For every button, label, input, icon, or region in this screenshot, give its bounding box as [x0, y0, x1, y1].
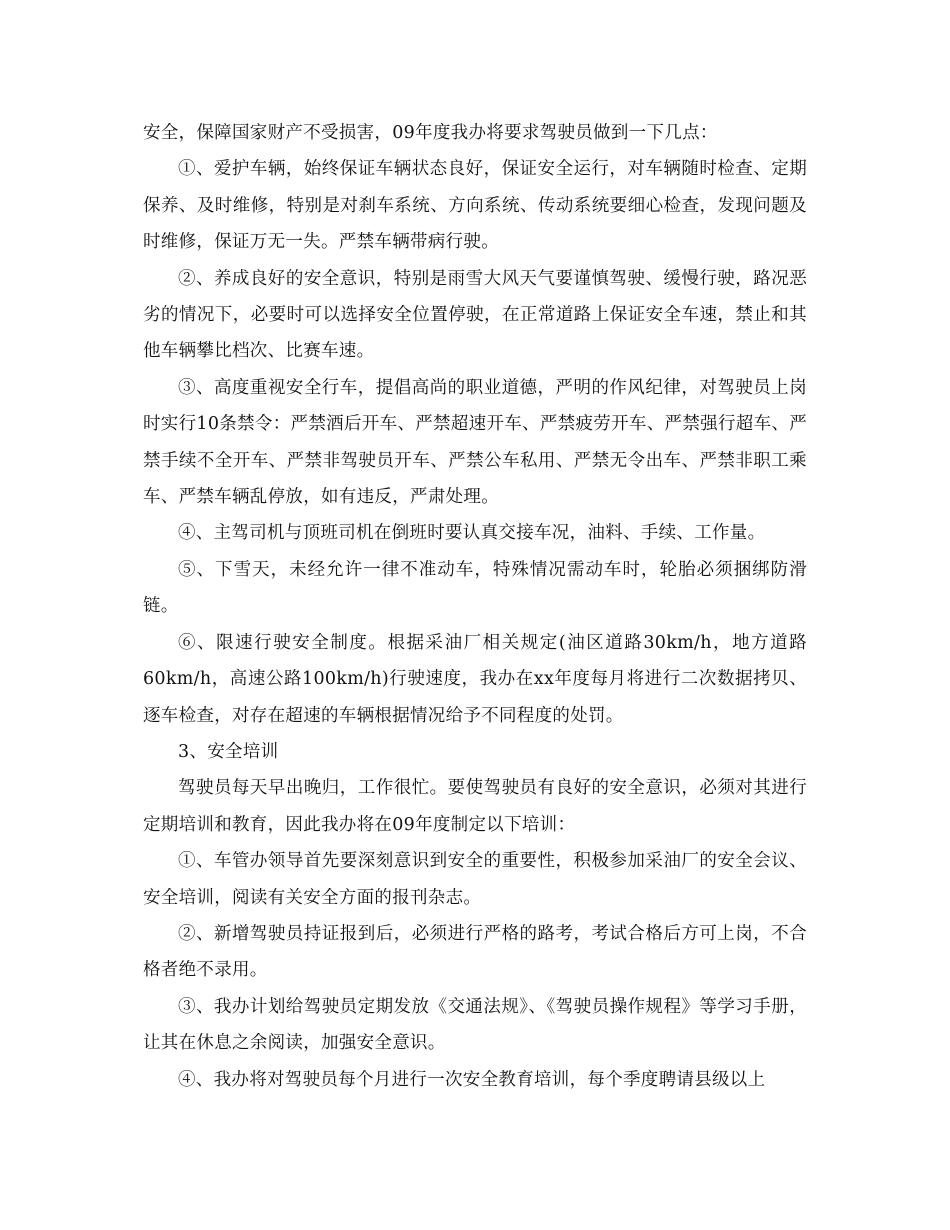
document-body [143, 115, 807, 1098]
paragraph: ②、养成良好的安全意识，特别是雨雪大风天气要谨慎驾驶、缓慢行驶，路况恶劣的情况下，必要时可以选择安全位置停驶，在正常道路上保证安全车速，禁止和其他车辆攀比档次、比赛车速。 [143, 268, 807, 362]
paragraph: ③、高度重视安全行车，提倡高尚的职业道德，严明的作风纪律，对驾驶员上岗时实行10条禁令：严禁酒后开车、严禁超速开车、严禁疲劳开车、严禁强行超车、严禁手续不全开车、严禁非驾驶员开车、严禁公车私用、严禁无令出车、严禁非职工乘车、严禁车辆乱停放，如有违反，严肃处理。 [143, 377, 807, 508]
paragraph: ①、车管办领导首先要深刻意识到安全的重要性，积极参加采油厂的安全会议、安全培训，阅读有关安全方面的报刊杂志。 [143, 851, 807, 908]
paragraph: ④、我办将对驾驶员每个月进行一次安全教育培训，每个季度聘请县级以上 [178, 1069, 766, 1090]
paragraph: ⑤、下雪天，未经允许一律不准动车，特殊情况需动车时，轮胎必须捆绑防滑链。 [143, 559, 807, 617]
paragraph: ③、我办计划给驾驶员定期发放《交通法规》、《驾驶员操作规程》等学习手册，让其在休息之余阅读，加强安全意识。 [143, 996, 807, 1054]
paragraph: ②、新增驾驶员持证报到后，必须进行严格的路考，考试合格后方可上岗，不合格者绝不录用。 [143, 923, 807, 981]
paragraph: ④、主驾司机与顶班司机在倒班时要认真交接车况，油料、手续、工作量。 [178, 523, 766, 544]
paragraph: ⑥、限速行驶安全制度。根据采油厂相关规定(油区道路30km/h，地方道路60km/h，高速公路100km/h)行驶速度，我办在xx年度每月将进行二次数据拷贝、逐车检查，对存在超速的车辆根据情况给予不同程度的处罚。 [143, 632, 807, 726]
paragraph: 驾驶员每天早出晚归，工作很忙。要使驾驶员有良好的安全意识，必须对其进行定期培训和教育，因此我办将在09年度制定以下培训： [143, 778, 807, 835]
paragraph: ①、爱护车辆，始终保证车辆状态良好，保证安全运行，对车辆随时检查、定期保养、及时维修，特别是对刹车系统、方向系统、传动系统要细心检查，发现问题及时维修，保证万无一失。严禁车辆带病行驶。 [143, 159, 807, 253]
section-heading: 3、安全培训 [178, 741, 279, 762]
paragraph: 安全，保障国家财产不受损害，09年度我办将要求驾驶员做到一下几点： [143, 123, 718, 143]
